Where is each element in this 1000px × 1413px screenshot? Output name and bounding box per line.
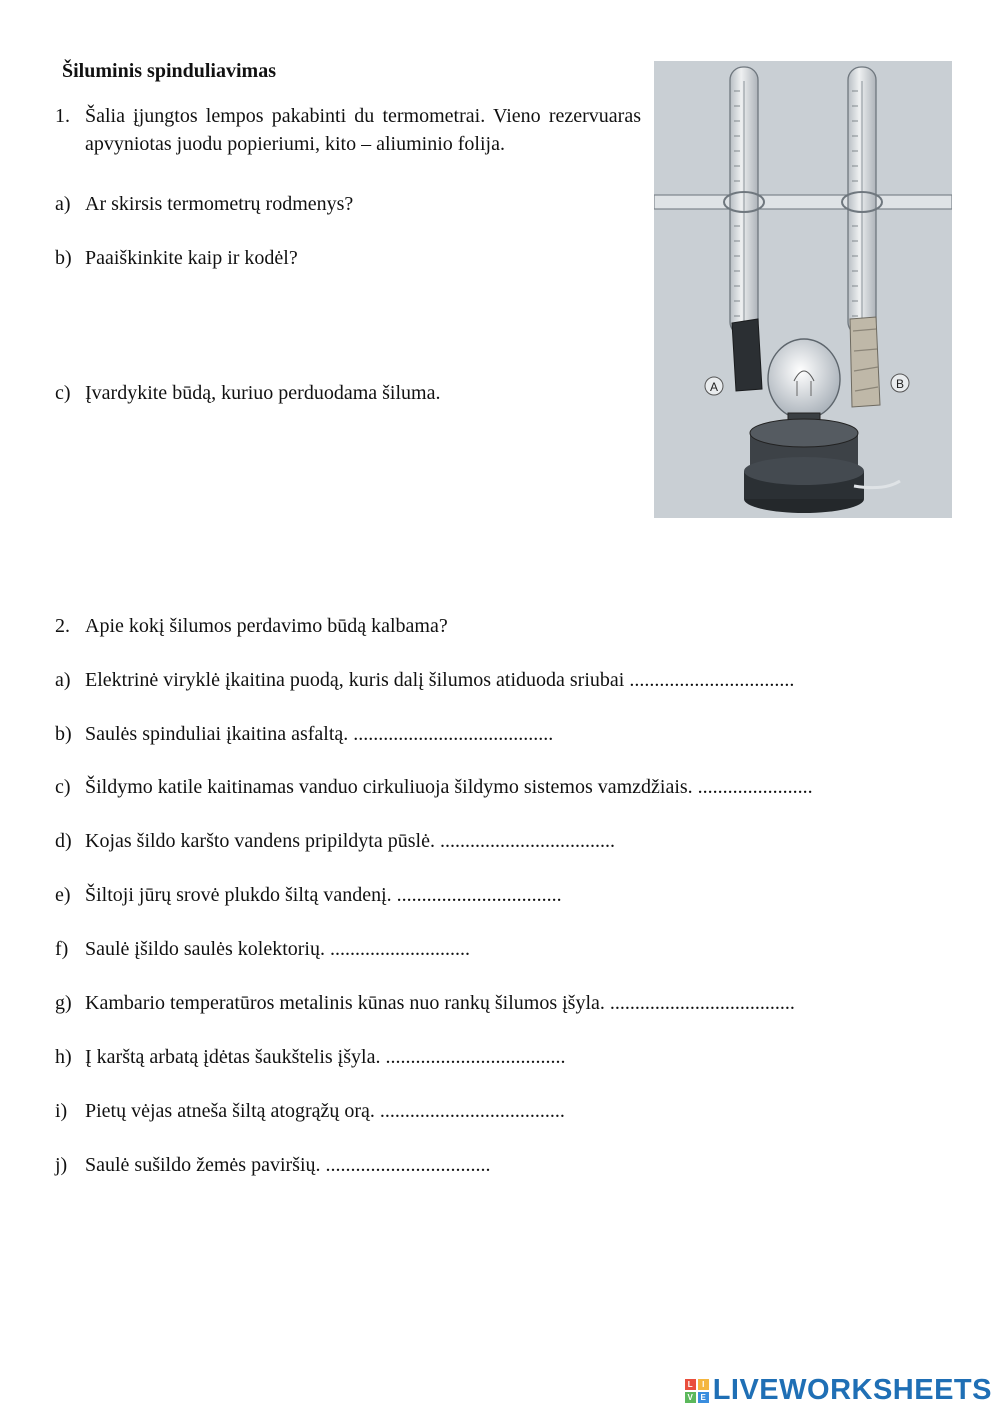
q2-item-g-text[interactable]: Kambario temperatūros metalinis kūnas nuo rankų šilumos įšyla. ..................................... — [85, 992, 795, 1014]
q2-item-a-text[interactable]: Elektrinė viryklė įkaitina puodą, kuris dalį šilumos atiduoda sriubai ................................. — [85, 669, 795, 691]
worksheet-title: Šiluminis spinduliavimas — [62, 60, 276, 82]
q2-item-j-text[interactable]: Saulė sušildo žemės paviršių. ................................. — [85, 1154, 491, 1176]
q1c-label: c) — [55, 382, 71, 404]
q2-item-j-label: j) — [55, 1154, 68, 1176]
q2-text: Apie kokį šilumos perdavimo būdą kalbama? — [85, 615, 448, 637]
q1b-text: Paaiškinkite kaip ir kodėl? — [85, 247, 298, 269]
logo-text: LIVEWORKSHEETS — [712, 1374, 992, 1406]
q1-number: 1. — [55, 105, 70, 127]
q2-item-b-text[interactable]: Saulės spinduliai įkaitina asfaltą. ........................................ — [85, 723, 554, 745]
q2-item-g-label: g) — [55, 992, 72, 1014]
thermometers-lamp-illustration — [654, 61, 952, 518]
q2-item-e-label: e) — [55, 884, 71, 906]
q2-item-i-label: i) — [55, 1100, 68, 1122]
q2-item-f-label: f) — [55, 938, 69, 960]
figure-label-b: B — [895, 377, 905, 391]
q2-item-e-text[interactable]: Šiltoji jūrų srovė plukdo šiltą vandenį. ................................. — [85, 884, 562, 906]
q2-number: 2. — [55, 615, 70, 637]
thermometer-b — [842, 67, 882, 407]
q2-item-c-label: c) — [55, 776, 71, 798]
q2-item-h-label: h) — [55, 1046, 72, 1068]
thermometers-lamp-figure — [654, 61, 952, 518]
q2-item-h-text[interactable]: Į karštą arbatą įdėtas šaukštelis įšyla. .................................... — [85, 1046, 566, 1068]
q2-item-i-text[interactable]: Pietų vėjas atneša šiltą atogrąžų orą. ..................................... — [85, 1100, 565, 1122]
q2-item-d-label: d) — [55, 830, 72, 852]
q2-item-c-text[interactable]: Šildymo katile kaitinamas vanduo cirkuliuoja šildymo sistemos vamzdžiais. ....................... — [85, 776, 813, 798]
q2-item-f-text[interactable]: Saulė įšildo saulės kolektorių. ............................ — [85, 938, 470, 960]
q1c-text: Įvardykite būdą, kuriuo perduodama šiluma. — [85, 382, 441, 404]
figure-label-a: A — [709, 380, 719, 394]
q2-item-d-text[interactable]: Kojas šildo karšto vandens pripildyta pūslė. ................................... — [85, 830, 615, 852]
q1a-label: a) — [55, 193, 71, 215]
q1a-text: Ar skirsis termometrų rodmenys? — [85, 193, 354, 215]
q1-text: Šalia įjungtos lempos pakabinti du termometrai. Vieno rezervuaras apvyniotas juodu popieriumi, kito – aliuminio folija. — [85, 105, 641, 155]
q1b-label: b) — [55, 247, 72, 269]
liveworksheets-logo[interactable] — [685, 1374, 992, 1407]
logo-icon: L I V E — [685, 1379, 709, 1403]
thermometer-a — [724, 67, 764, 391]
q2-item-b-label: b) — [55, 723, 72, 745]
q2-item-a-label: a) — [55, 669, 71, 691]
